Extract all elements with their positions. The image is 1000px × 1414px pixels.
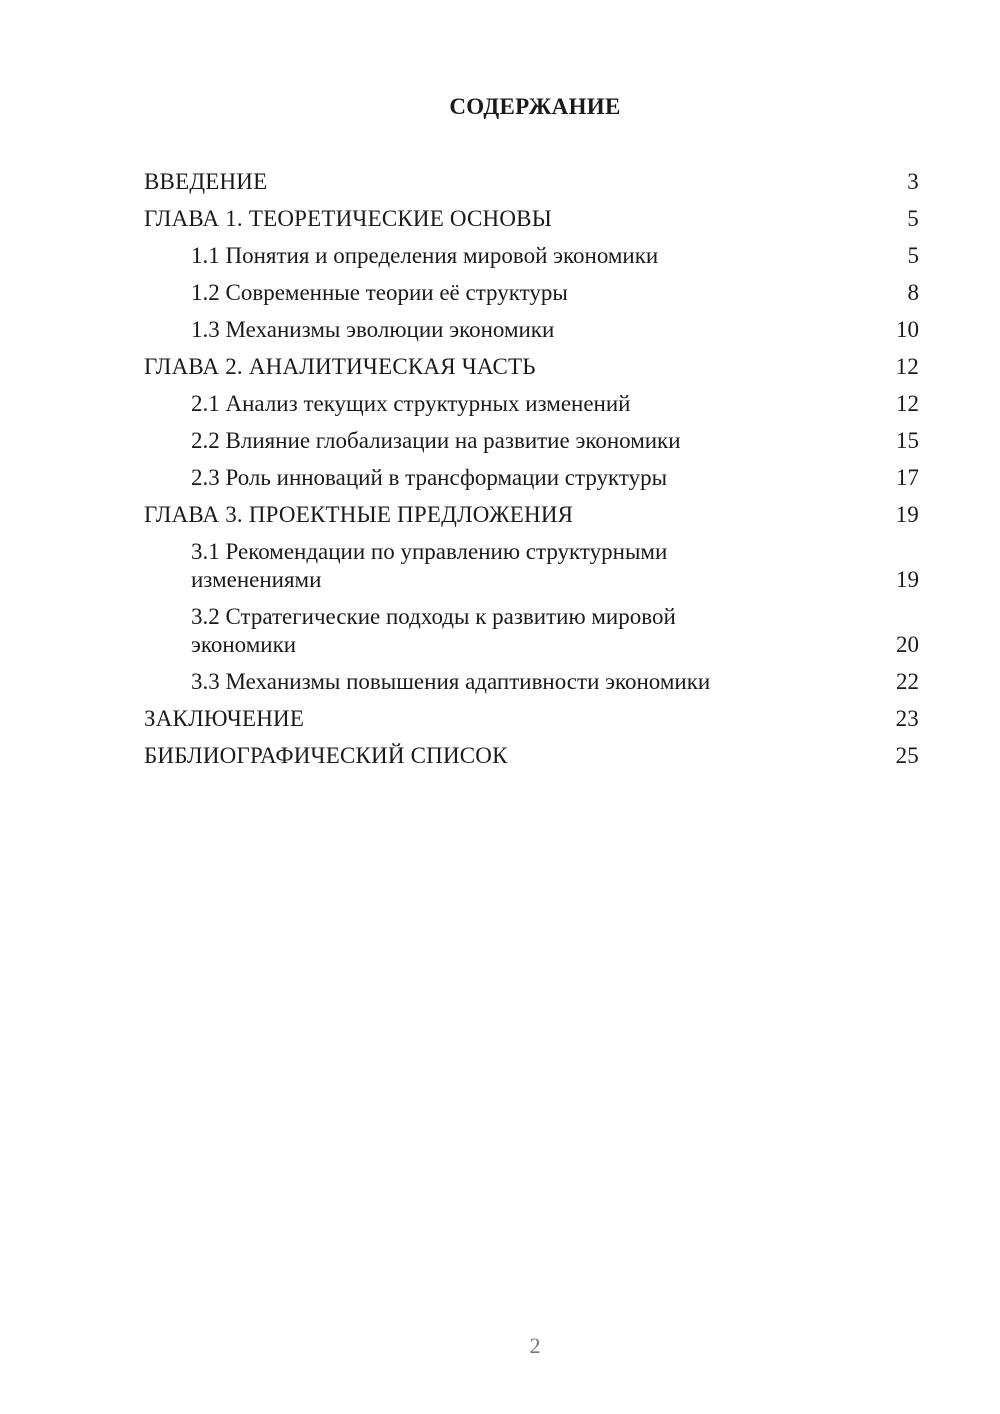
toc-entry-label: 2.2 Влияние глобализации на развитие экономики bbox=[191, 428, 681, 453]
toc-entry-page: 19 bbox=[895, 502, 919, 527]
toc-entry-section-1-2 bbox=[144, 279, 919, 307]
toc-entry-label: ЗАКЛЮЧЕНИЕ bbox=[144, 706, 305, 731]
toc-entry-page: 17 bbox=[896, 465, 919, 490]
toc-entry-introduction bbox=[144, 168, 919, 196]
toc-entry-section-2-2 bbox=[144, 427, 919, 455]
toc-entry-section-3-1 bbox=[144, 538, 919, 594]
toc-entry-label: 2.1 Анализ текущих структурных изменений bbox=[191, 391, 631, 416]
toc-entry-page: 5 bbox=[907, 243, 919, 268]
toc-entry-chapter-2 bbox=[144, 353, 919, 381]
toc-entry-page: 8 bbox=[907, 280, 919, 305]
toc-entry-page: 23 bbox=[895, 706, 919, 731]
toc-entry-label: 2.3 Роль инноваций в трансформации структуры bbox=[191, 465, 668, 490]
toc-entry-section-2-3 bbox=[144, 464, 919, 492]
toc-entry-label: 3.2 Стратегические подходы к развитию мировой экономики bbox=[191, 604, 676, 657]
toc-entry-label: 1.2 Современные теории её структуры bbox=[191, 280, 568, 305]
toc-entry-page: 19 bbox=[896, 567, 919, 592]
toc-entry-chapter-3 bbox=[144, 501, 919, 529]
toc-entry-page: 5 bbox=[907, 206, 919, 231]
toc-entry-page: 22 bbox=[896, 669, 919, 694]
toc-entry-label: 1.1 Понятия и определения мировой экономики bbox=[191, 243, 659, 268]
toc-entry-section-3-2 bbox=[144, 603, 919, 659]
toc-entry-page: 15 bbox=[896, 428, 919, 453]
toc-entry-page: 12 bbox=[896, 391, 919, 416]
toc-entry-label: ВВЕДЕНИЕ bbox=[144, 169, 268, 194]
toc-entry-label: ГЛАВА 2. АНАЛИТИЧЕСКАЯ ЧАСТЬ bbox=[144, 354, 536, 379]
toc-entry-label: 3.1 Рекомендации по управлению структурными изменениями bbox=[191, 539, 668, 592]
toc-entry-label: ГЛАВА 3. ПРОЕКТНЫЕ ПРЕДЛОЖЕНИЯ bbox=[144, 502, 574, 527]
page-number: 2 bbox=[529, 1333, 541, 1358]
toc-title: СОДЕРЖАНИЕ bbox=[449, 94, 621, 119]
toc-entry-section-2-1 bbox=[144, 390, 919, 418]
toc-entry-section-3-3 bbox=[144, 668, 919, 696]
toc-entry-label: 3.3 Механизмы повышения адаптивности экономики bbox=[191, 669, 711, 694]
toc-entry-page: 12 bbox=[895, 354, 919, 379]
toc-entry-page: 25 bbox=[895, 743, 919, 768]
toc-entry-bibliography bbox=[144, 742, 919, 770]
toc-entry-label: ГЛАВА 1. ТЕОРЕТИЧЕСКИЕ ОСНОВЫ bbox=[144, 206, 552, 231]
toc-entry-label: БИБЛИОГРАФИЧЕСКИЙ СПИСОК bbox=[144, 743, 508, 768]
toc-entry-conclusion bbox=[144, 705, 919, 733]
table-of-contents bbox=[144, 168, 919, 779]
toc-entry-label: 1.3 Механизмы эволюции экономики bbox=[191, 317, 555, 342]
toc-entry-chapter-1 bbox=[144, 205, 919, 233]
toc-entry-page: 3 bbox=[907, 169, 919, 194]
toc-entry-section-1-1 bbox=[144, 242, 919, 270]
toc-entry-page: 10 bbox=[896, 317, 919, 342]
toc-entry-section-1-3 bbox=[144, 316, 919, 344]
toc-entry-page: 20 bbox=[896, 632, 919, 657]
